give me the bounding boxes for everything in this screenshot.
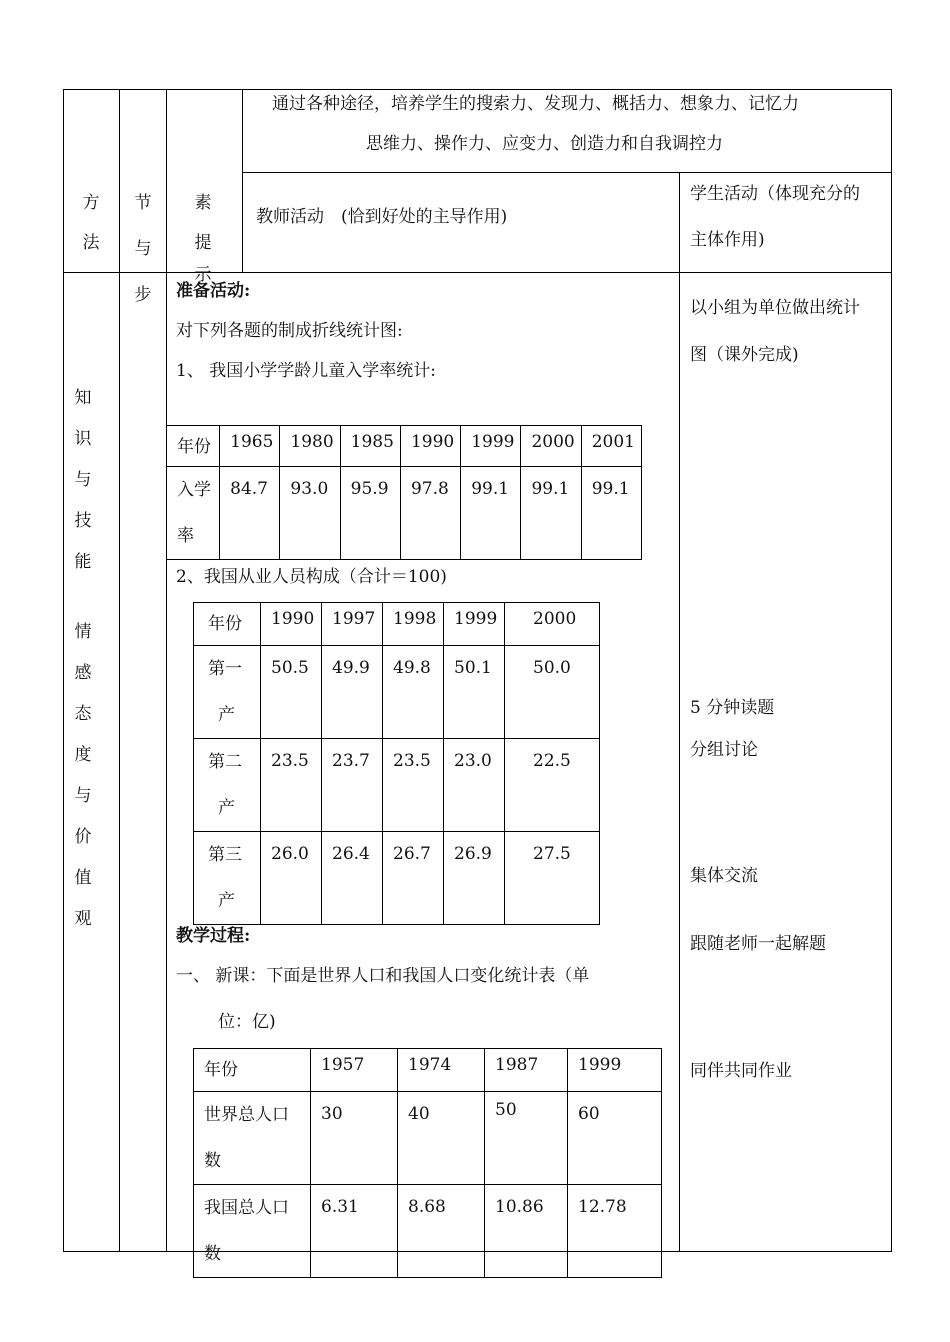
header-col1-char: 法 — [82, 233, 100, 253]
value-cell: 93.0 — [280, 467, 340, 560]
year-cell: 1985 — [340, 426, 400, 467]
value-cell: 30 — [311, 1092, 398, 1185]
table-header-cell: 年份 — [194, 1049, 311, 1092]
value-cell: 22.5 — [505, 739, 600, 832]
row-label-line1: 入学 — [177, 480, 211, 500]
row-label-line2: 产 — [218, 891, 235, 911]
value-cell: 50 — [485, 1092, 568, 1185]
year-cell: 1974 — [398, 1049, 485, 1092]
left-col-char: 知 — [74, 388, 92, 408]
student-activity-heading-1: 学生活动（体现充分的 — [690, 184, 860, 204]
left-col-char: 与 — [74, 470, 92, 490]
year-cell: 1957 — [311, 1049, 398, 1092]
table-row — [194, 832, 600, 925]
left-col-char: 技 — [74, 511, 92, 531]
student-note-3: 分组讨论 — [690, 740, 758, 760]
q1-title: 1、 我国小学学龄儿童入学率统计: — [176, 361, 436, 381]
value-cell: 60 — [568, 1092, 662, 1185]
header-col2-char: 与 — [134, 239, 152, 259]
value-cell: 27.5 — [505, 832, 600, 925]
grid-v1 — [63, 89, 64, 1252]
value-cell: 84.7 — [220, 467, 280, 560]
header-col3-char-clipped: 示 — [194, 265, 212, 285]
student-activity-heading-2: 主体作用) — [690, 230, 765, 250]
student-note-4: 集体交流 — [690, 866, 758, 886]
left-col-char: 度 — [74, 745, 92, 765]
row-label-line2: 数 — [204, 1244, 221, 1264]
year-cell: 1965 — [220, 426, 280, 467]
year-cell: 2000 — [521, 426, 581, 467]
row-label-cell — [194, 1185, 311, 1278]
value-cell: 50.5 — [261, 646, 322, 739]
value-cell: 40 — [398, 1092, 485, 1185]
population-table-clip — [190, 1047, 670, 1264]
goal-line-2: 思维力、操作力、应变力、创造力和自我调控力 — [366, 134, 723, 154]
year-cell: 1999 — [461, 426, 521, 467]
value-cell: 99.1 — [521, 467, 581, 560]
left-col-char: 值 — [74, 868, 92, 888]
left-col-char: 价 — [74, 827, 92, 847]
year-cell: 1999 — [568, 1049, 662, 1092]
value-cell: 10.86 — [485, 1185, 568, 1278]
left-col-char: 感 — [74, 663, 92, 683]
row-label-line2: 率 — [177, 526, 194, 546]
process-title: 教学过程: — [176, 926, 251, 946]
student-note-6: 同伴共同作业 — [690, 1061, 792, 1081]
header-col3-char: 提 — [194, 233, 212, 253]
row-label-cell — [194, 832, 261, 925]
goal-line-1: 通过各种途径，培养学生的搜索力、发现力、概括力、想象力、记忆力 — [272, 94, 799, 114]
row-label-line2: 产 — [218, 705, 235, 725]
student-note-2: 5 分钟读题 — [690, 698, 775, 718]
table-header-cell: 年份 — [167, 426, 220, 467]
row-label-line1: 第一 — [208, 659, 242, 679]
year-cell: 2001 — [581, 426, 641, 467]
row-label-line1: 第二 — [208, 752, 242, 772]
grid-v2 — [119, 89, 120, 1252]
q2-title: 2、我国从业人员构成（合计＝100) — [176, 567, 447, 587]
row-label-cell — [194, 1092, 311, 1185]
row-label-line2: 数 — [204, 1151, 221, 1171]
value-cell: 50.1 — [444, 646, 505, 739]
header-col3-char: 素 — [194, 193, 212, 213]
left-col-char: 识 — [74, 429, 92, 449]
row-label-line2: 产 — [218, 798, 235, 818]
grid-v6 — [891, 89, 892, 1252]
population-table — [193, 1048, 662, 1278]
table-row — [194, 646, 600, 739]
prep-title: 准备活动: — [176, 281, 251, 301]
year-cell: 1990 — [400, 426, 460, 467]
year-cell: 2000 — [505, 603, 600, 646]
table-header-cell: 年份 — [194, 603, 261, 646]
value-cell: 23.0 — [444, 739, 505, 832]
table-row — [194, 1092, 662, 1185]
value-cell: 6.31 — [311, 1185, 398, 1278]
value-cell: 23.5 — [261, 739, 322, 832]
row-label-line1: 世界总人口 — [204, 1105, 289, 1125]
value-cell: 50.0 — [505, 646, 600, 739]
employment-table — [193, 602, 600, 925]
value-cell: 26.4 — [322, 832, 383, 925]
grid-top — [63, 89, 892, 90]
value-cell: 12.78 — [568, 1185, 662, 1278]
value-cell: 99.1 — [461, 467, 521, 560]
value-cell: 49.8 — [383, 646, 444, 739]
left-col-char: 态 — [74, 704, 92, 724]
year-cell: 1998 — [383, 603, 444, 646]
value-cell: 97.8 — [400, 467, 460, 560]
grid-v5 — [679, 172, 680, 1252]
year-cell: 1980 — [280, 426, 340, 467]
value-cell: 26.7 — [383, 832, 444, 925]
header-col1-char: 方 — [82, 193, 100, 213]
grid-v3 — [166, 89, 167, 1252]
value-cell: 26.9 — [444, 832, 505, 925]
left-col-char: 能 — [74, 552, 92, 572]
year-cell: 1999 — [444, 603, 505, 646]
value-cell: 26.0 — [261, 832, 322, 925]
value-cell: 23.7 — [322, 739, 383, 832]
left-col-char: 观 — [74, 909, 92, 929]
row-label-cell — [194, 739, 261, 832]
year-cell: 1990 — [261, 603, 322, 646]
enrollment-table — [166, 425, 642, 560]
value-cell: 23.5 — [383, 739, 444, 832]
year-cell: 1997 — [322, 603, 383, 646]
new-lesson-line-1: 一、 新课：下面是世界人口和我国人口变化统计表（单 — [176, 966, 590, 986]
student-note-1b: 图（课外完成) — [690, 345, 799, 365]
row-label-line1: 我国总人口 — [204, 1198, 289, 1218]
grid-v4 — [242, 89, 243, 273]
teacher-activity-heading: 教师活动 (恰到好处的主导作用) — [256, 207, 508, 227]
row-label-cell — [194, 646, 261, 739]
row-label-cell — [167, 467, 220, 560]
prep-intro: 对下列各题的制成折线统计图: — [176, 321, 403, 341]
left-col-char: 与 — [74, 786, 92, 806]
value-cell: 95.9 — [340, 467, 400, 560]
row-label-line1: 第三 — [208, 845, 242, 865]
header-col2-char: 节 — [134, 193, 152, 213]
student-note-1a: 以小组为单位做出统计 — [690, 298, 860, 318]
grid-header-mid — [242, 172, 892, 173]
student-note-5: 跟随老师一起解题 — [690, 934, 826, 954]
value-cell: 99.1 — [581, 467, 641, 560]
value-cell: 49.9 — [322, 646, 383, 739]
table-row — [194, 1185, 662, 1278]
step-char: 步 — [134, 285, 152, 305]
new-lesson-line-2: 位：亿) — [218, 1012, 276, 1032]
table-row — [194, 739, 600, 832]
year-cell: 1987 — [485, 1049, 568, 1092]
grid-header-bottom — [63, 272, 892, 273]
left-col-char: 情 — [74, 622, 92, 642]
value-cell: 8.68 — [398, 1185, 485, 1278]
